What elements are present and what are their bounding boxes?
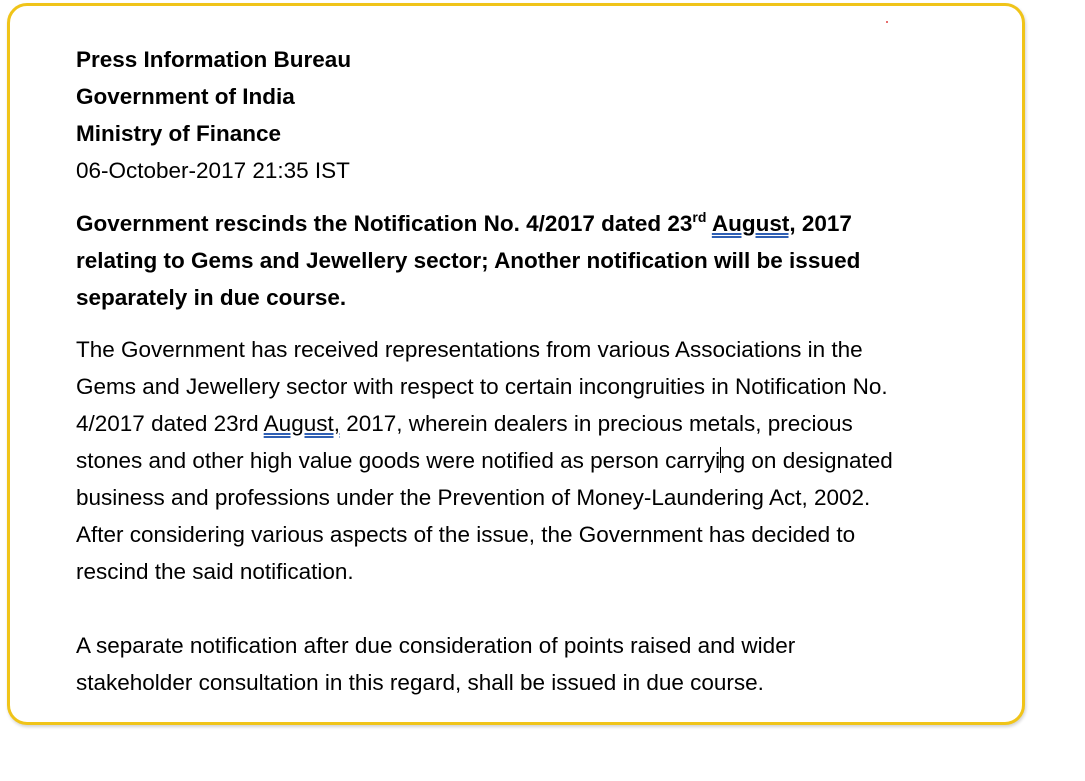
headline — [76, 205, 1021, 316]
body-month: August, — [263, 411, 340, 436]
body-line-2: Gems and Jewellery sector with respect to certain incongruities in Notification No. — [76, 374, 888, 399]
headline-month: August, — [711, 211, 796, 236]
stray-mark — [886, 21, 888, 23]
government-name: Government of India — [76, 84, 295, 109]
headline-text-b: 2017 — [795, 211, 852, 236]
body-paragraph — [76, 331, 1021, 590]
body-line-1: The Government has received representations from various Associations in the — [76, 337, 863, 362]
body-line-4-b: ng on designated — [720, 448, 893, 473]
release-datetime: 06-October-2017 21:35 IST — [76, 158, 350, 183]
body-line-5: business and professions under the Prevention of Money-Laundering Act, 2002. — [76, 485, 871, 510]
body-line-3 — [76, 405, 1021, 442]
headline-line-3: separately in due course. — [76, 285, 347, 310]
headline-text-a: Government rescinds the Notification No. 4/2017 dated 23 — [76, 211, 693, 236]
headline-line-2: relating to Gems and Jewellery sector; Another notification will be issued — [76, 248, 861, 273]
org-name: Press Information Bureau — [76, 47, 352, 72]
body-line-7: rescind the said notification. — [76, 559, 354, 584]
closing-paragraph — [76, 627, 1021, 701]
body-line-6: After considering various aspects of the issue, the Government has decided to — [76, 522, 856, 547]
closing-line-2: stakeholder consultation in this regard, shall be issued in due course. — [76, 670, 764, 695]
ordinal-suffix: rd — [692, 209, 707, 225]
body-line-4-a: stones and other high value goods were notified as person carryi — [76, 448, 721, 473]
release-header — [76, 41, 1021, 189]
ministry-name: Ministry of Finance — [76, 121, 282, 146]
headline-line-1 — [76, 205, 1021, 242]
body-line-4 — [76, 442, 1021, 479]
press-release — [76, 41, 1021, 701]
body-line-3-a: 4/2017 dated 23rd — [76, 411, 264, 436]
closing-line-1: A separate notification after due consideration of points raised and wider — [76, 633, 796, 658]
body-line-3-b: 2017, wherein dealers in precious metals, precious — [339, 411, 853, 436]
